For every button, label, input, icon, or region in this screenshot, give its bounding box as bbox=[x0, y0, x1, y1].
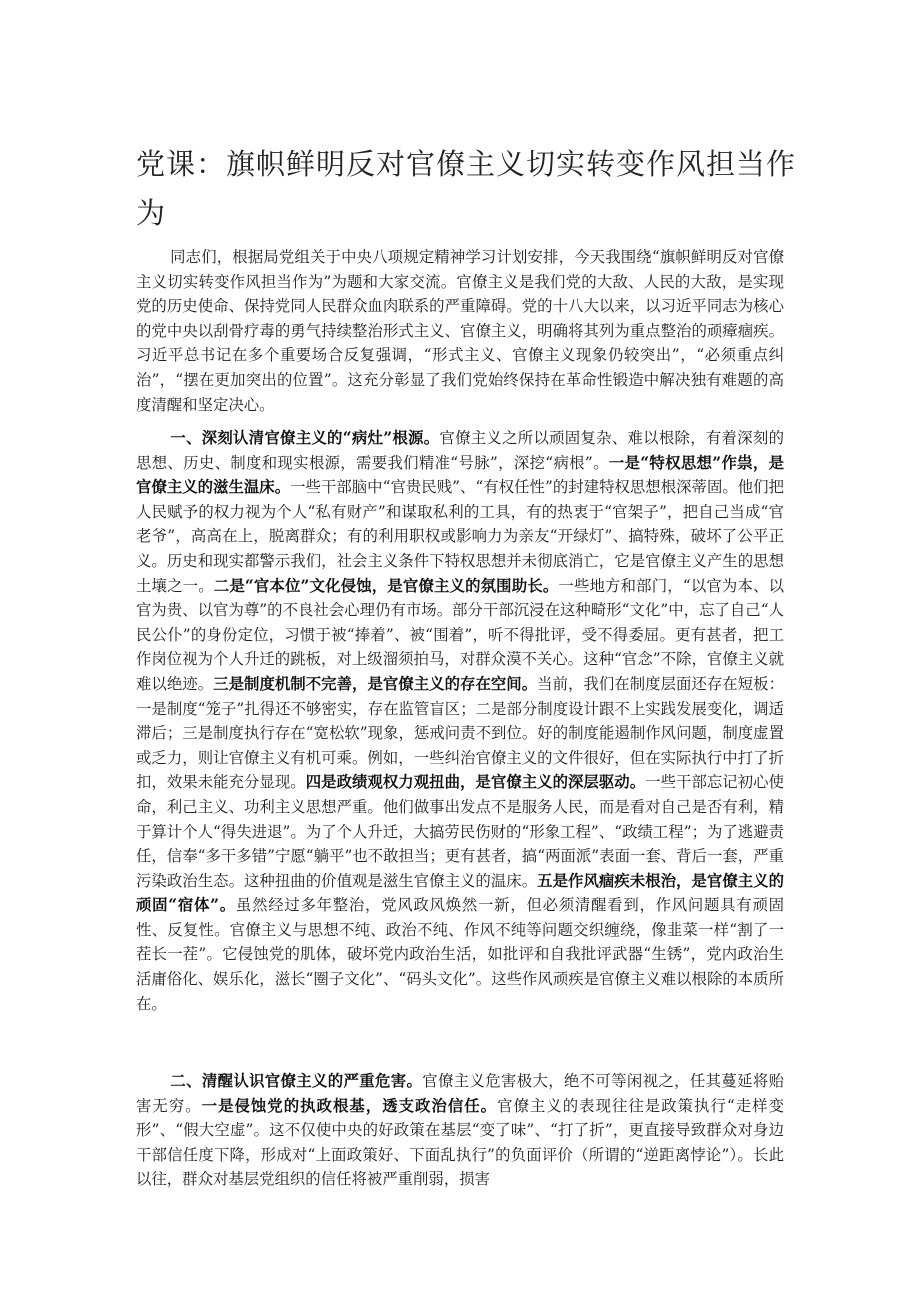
section-heading: 一、深刻认清官僚主义的“病灶”根源。 bbox=[170, 429, 440, 447]
text-segment: 虽然经过多年整治，党风政风焕然一新，但必须清醒看到，作风问题具有顽固性、反复性。官僚主义与思想不纯、政治不纯、作风不纯等问题交织缠绕，像韭菜一样“割了一茬长一茬”。它侵蚀党的肌体，破坏党内政治生活，如批评和自我批评武器“生锈”，党内政治生活庸俗化、娱乐化，滋长“圈子文化”、“码头文化”。这些作风顽疾是官僚主义难以根除的本质所在。 bbox=[136, 896, 784, 1013]
point-heading: 一是侵蚀党的执政根基，透支政治信任。 bbox=[201, 1096, 498, 1115]
paragraph-intro bbox=[136, 245, 784, 417]
section-heading: 二、清醒认识官僚主义的严重危害。 bbox=[170, 1072, 423, 1090]
text-segment: 一些地方和部门，“以官为本、以官为贵、以官为尊”的不良社会心理仍有市场。部分干部沉浸在这种畸形“文化”中，忘了自己“人民公仆”的身份定位，习惯于被“捧着”、被“围着”，听不得批评，受不得委屈。更有甚者，把工作岗位视为个人升迁的跳板，对上级溜须拍马，对群众漠不关心。这种“官念”不除，官僚主义就难以绝迹。 bbox=[136, 576, 784, 693]
text-segment: 官僚主义之所以顽固复杂、难以根除，有着深刻的思想、历史、制度和现实根源，需要我们精准“号脉”，深挖“病根”。 bbox=[136, 429, 784, 472]
point-heading: 五是作风痼疾未根治，是官僚主义的顽固“宿体”。 bbox=[136, 871, 784, 915]
text-segment: 同志们，根据局党组关于中央八项规定精神学习计划安排，今天我围绕“旗帜鲜明反对官僚主义切实转变作风担当作为”为题和大家交流。官僚主义是我们党的大敌、人民的大敌，是实现党的历史使命、保持党同人民群众血肉联系的严重障碍。党的十八大以来，以习近平同志为核心的党中央以刮骨疗毒的勇气持续整治形式主义、官僚主义，明确将其列为重点整治的顽瘴痼疾。习近平总书记在多个重要场合反复强调，“形式主义、官僚主义现象仍较突出”，“必须重点纠治”，“摆在更加突出的位置”。这充分彰显了我们党始终保持在革命性锻造中解决独有难题的高度清醒和坚定决心。 bbox=[136, 248, 784, 414]
text-segment: 当前，我们在制度层面还存在短板：一是制度“笼子”扎得还不够密实，存在监管盲区；二是部分制度设计跟不上实践发展变化，调适滞后；三是制度执行存在“宽松软”现象，惩戒问责不到位。好的制度能遏制作风问题，制度虚置或乏力，则让官僚主义有机可乘。例如，一些纠治官僚主义的文件很好，但在实际执行中打了折扣，效果未能充分显现。 bbox=[136, 674, 784, 792]
paragraph-section-two bbox=[136, 1069, 784, 1192]
text-segment: 官僚主义危害极大，绝不可等闲视之，任其蔓延将贻害无穷。 bbox=[136, 1072, 784, 1115]
point-heading: 二是“官本位”文化侵蚀，是官僚主义的氛围助长。 bbox=[213, 576, 559, 595]
page-title: 党课：旗帜鲜明反对官僚主义切实转变作风担当作为 bbox=[136, 147, 797, 230]
point-heading: 四是政绩观权力观扭曲，是官僚主义的深层驱动。 bbox=[305, 773, 646, 792]
text-segment: 官僚主义的表现往往是政策执行“走样变形”、“假大空虚”。这不仅使中央的好政策在基层“变了味”、“打了折”，更直接导致群众对身边干部信任度下降，形成对“上面政策好、下面乱执行”的负面评价（所谓的“逆距离悖论”）。长此以往，群众对基层党组织的信任将被严重削弱，损害 bbox=[136, 1096, 784, 1189]
paragraph-section-one bbox=[136, 426, 784, 1016]
point-heading: 三是制度机制不完善，是官僚主义的存在空间。 bbox=[213, 674, 538, 693]
text-segment: 一些干部忘记初心使命，利己主义、功利主义思想严重。他们做事出发点不是服务人民，而是看对自己是否有利，精于算计个人“得失进退”。为了个人升迁，大搞劳民伤财的“形象工程”、“政绩工程”；为了逃避责任，信奉“多干多错”宁愿“躺平”也不敢担当；更有甚者，搞“两面派”表面一套、背后一套，严重污染政治生态。这种扭曲的价值观是滋生官僚主义的温床。 bbox=[136, 773, 784, 890]
text-segment: 一些干部脑中“官贵民贱”、“有权任性”的封建特权思想根深蒂固。他们把人民赋予的权力视为个人“私有财产”和谋取私利的工具，有的热衷于“官架子”，把自己当成“官老爷”，高高在上，脱离群众；有的利用职权或影响力为亲友“开绿灯”、搞特殊，破坏了公平正义。历史和现实都警示我们，社会主义条件下特权思想并未彻底消亡，它是官僚主义产生的思想土壤之一。 bbox=[136, 478, 784, 595]
point-heading: 一是“特权思想”作祟，是官僚主义的滋生温床。 bbox=[136, 453, 784, 497]
